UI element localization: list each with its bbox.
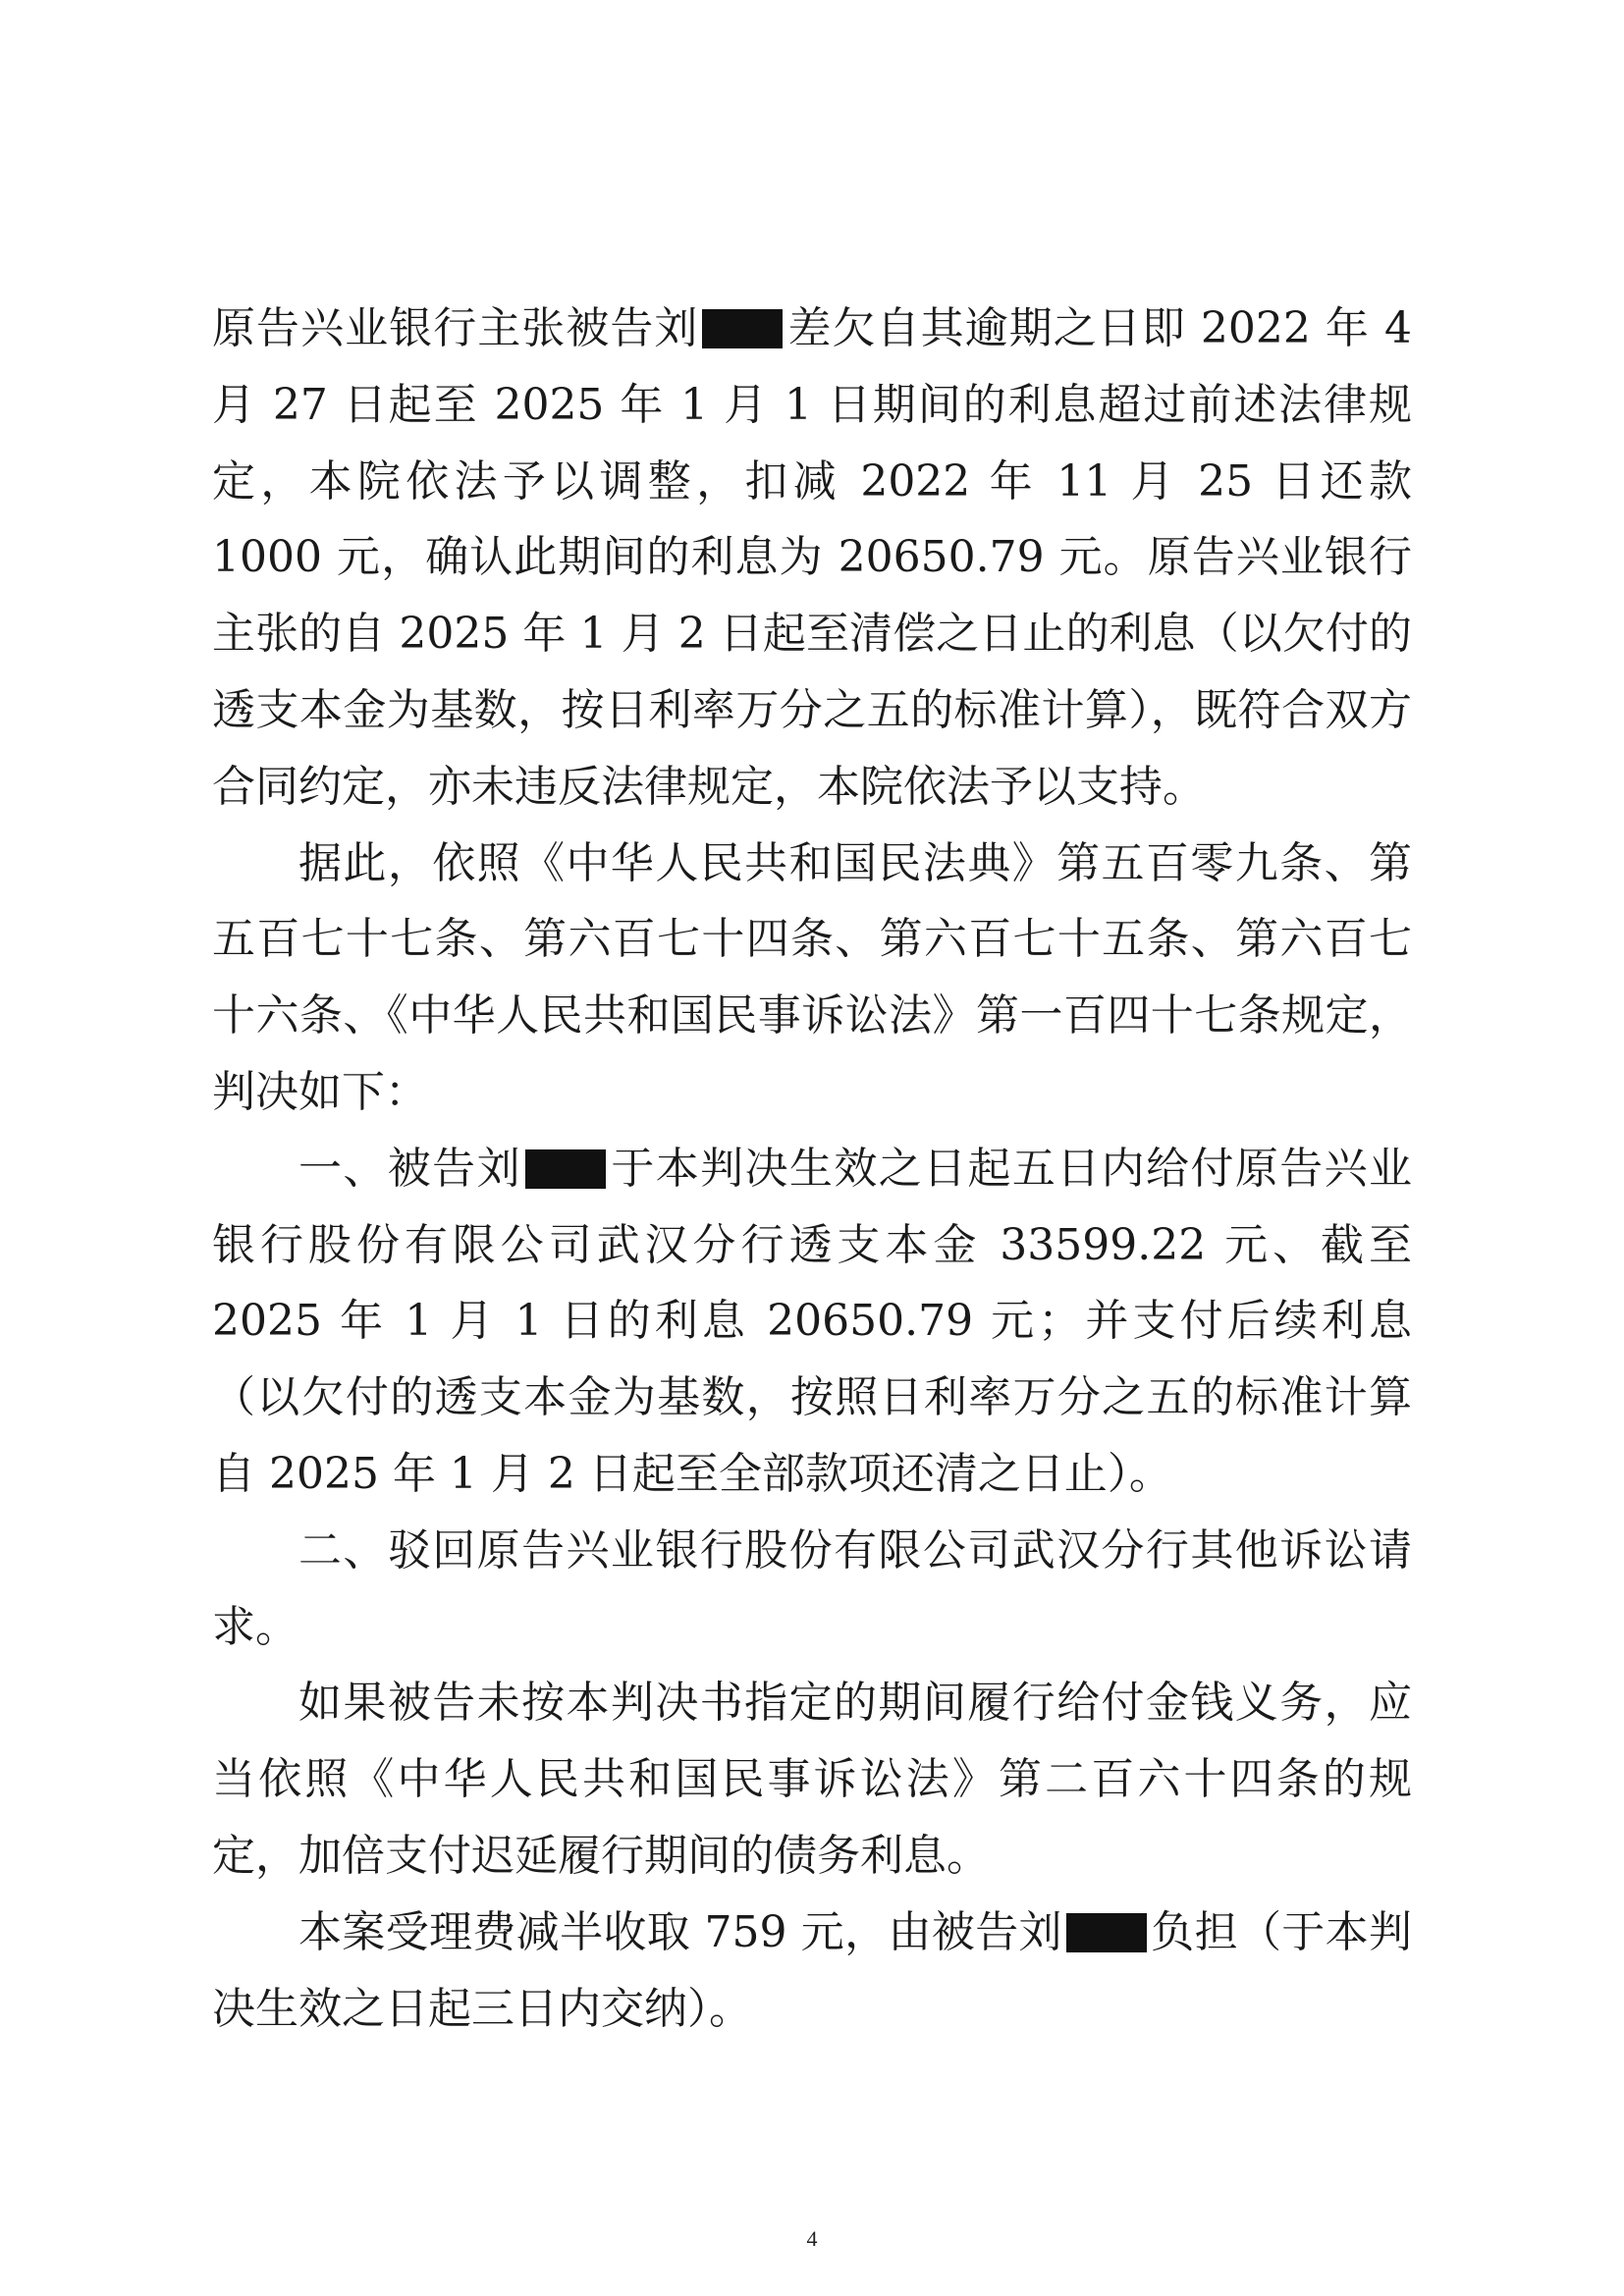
- paragraph-judgment-item-1: [212, 1131, 1412, 1513]
- page-number: 4: [806, 2226, 818, 2251]
- text-run: 如果被告未按本判决书指定的期间履行给付金钱义务，应当依照《中华人民共和国民事诉讼法》第二百六十四条的规定，加倍支付迟延履行期间的债务利息。: [212, 1678, 1412, 1881]
- text-run: 差欠自其逾期之日即 2022 年 4 月 27 日起至 2025 年 1 月 1 日期间的利息超过前述法律规定，本院依法予以调整，扣减 2022 年 11 月 25 日还款 1000 元，确认此期间的利息为 20650.79 元。原告兴业银行主张的自 2025 年 1 月 2 日起至清偿之日止的利息（以欠付的透支本金为基数，按日利率万分之五的标准计算），既符合双方合同约定，亦未违反法律规定，本院依法予以支持。: [212, 303, 1412, 812]
- judgment-body: [212, 291, 1412, 2047]
- paragraph-legal-basis: [212, 826, 1412, 1131]
- paragraph-late-performance: [212, 1665, 1412, 1894]
- text-run: 一、被告刘: [298, 1143, 521, 1194]
- redacted-name-block: [525, 1149, 606, 1189]
- text-run: 二、驳回原告兴业银行股份有限公司武汉分行其他诉讼请求。: [212, 1524, 1412, 1652]
- text-run: 于本判决生效之日起五日内给付原告兴业银行股份有限公司武汉分行透支本金 33599.22 元、截至 2025 年 1 月 1 日的利息 20650.79 元；并支付后续利息（以欠付的透支本金为基数，按照日利率万分之五的标准计算自 2025 年 1 月 2 日起至全部款项还清之日止）。: [212, 1143, 1413, 1499]
- paragraph-interest-ruling: [212, 291, 1412, 826]
- paragraph-court-fee: [212, 1895, 1412, 2048]
- redacted-name-block: [1066, 1913, 1147, 1952]
- text-run: 负担（于本判决生效之日起三日内交纳）。: [212, 1906, 1412, 2034]
- text-run: 据此，依照《中华人民共和国民法典》第五百零九条、第五百七十七条、第六百七十四条、第六百七十五条、第六百七十六条、《中华人民共和国民事诉讼法》第一百四十七条规定，判决如下：: [212, 837, 1412, 1117]
- text-run: 原告兴业银行主张被告刘: [212, 303, 699, 353]
- redacted-name-block: [702, 309, 783, 348]
- paragraph-judgment-item-2: [212, 1513, 1412, 1666]
- text-run: 本案受理费减半收取 759 元，由被告刘: [298, 1906, 1062, 1957]
